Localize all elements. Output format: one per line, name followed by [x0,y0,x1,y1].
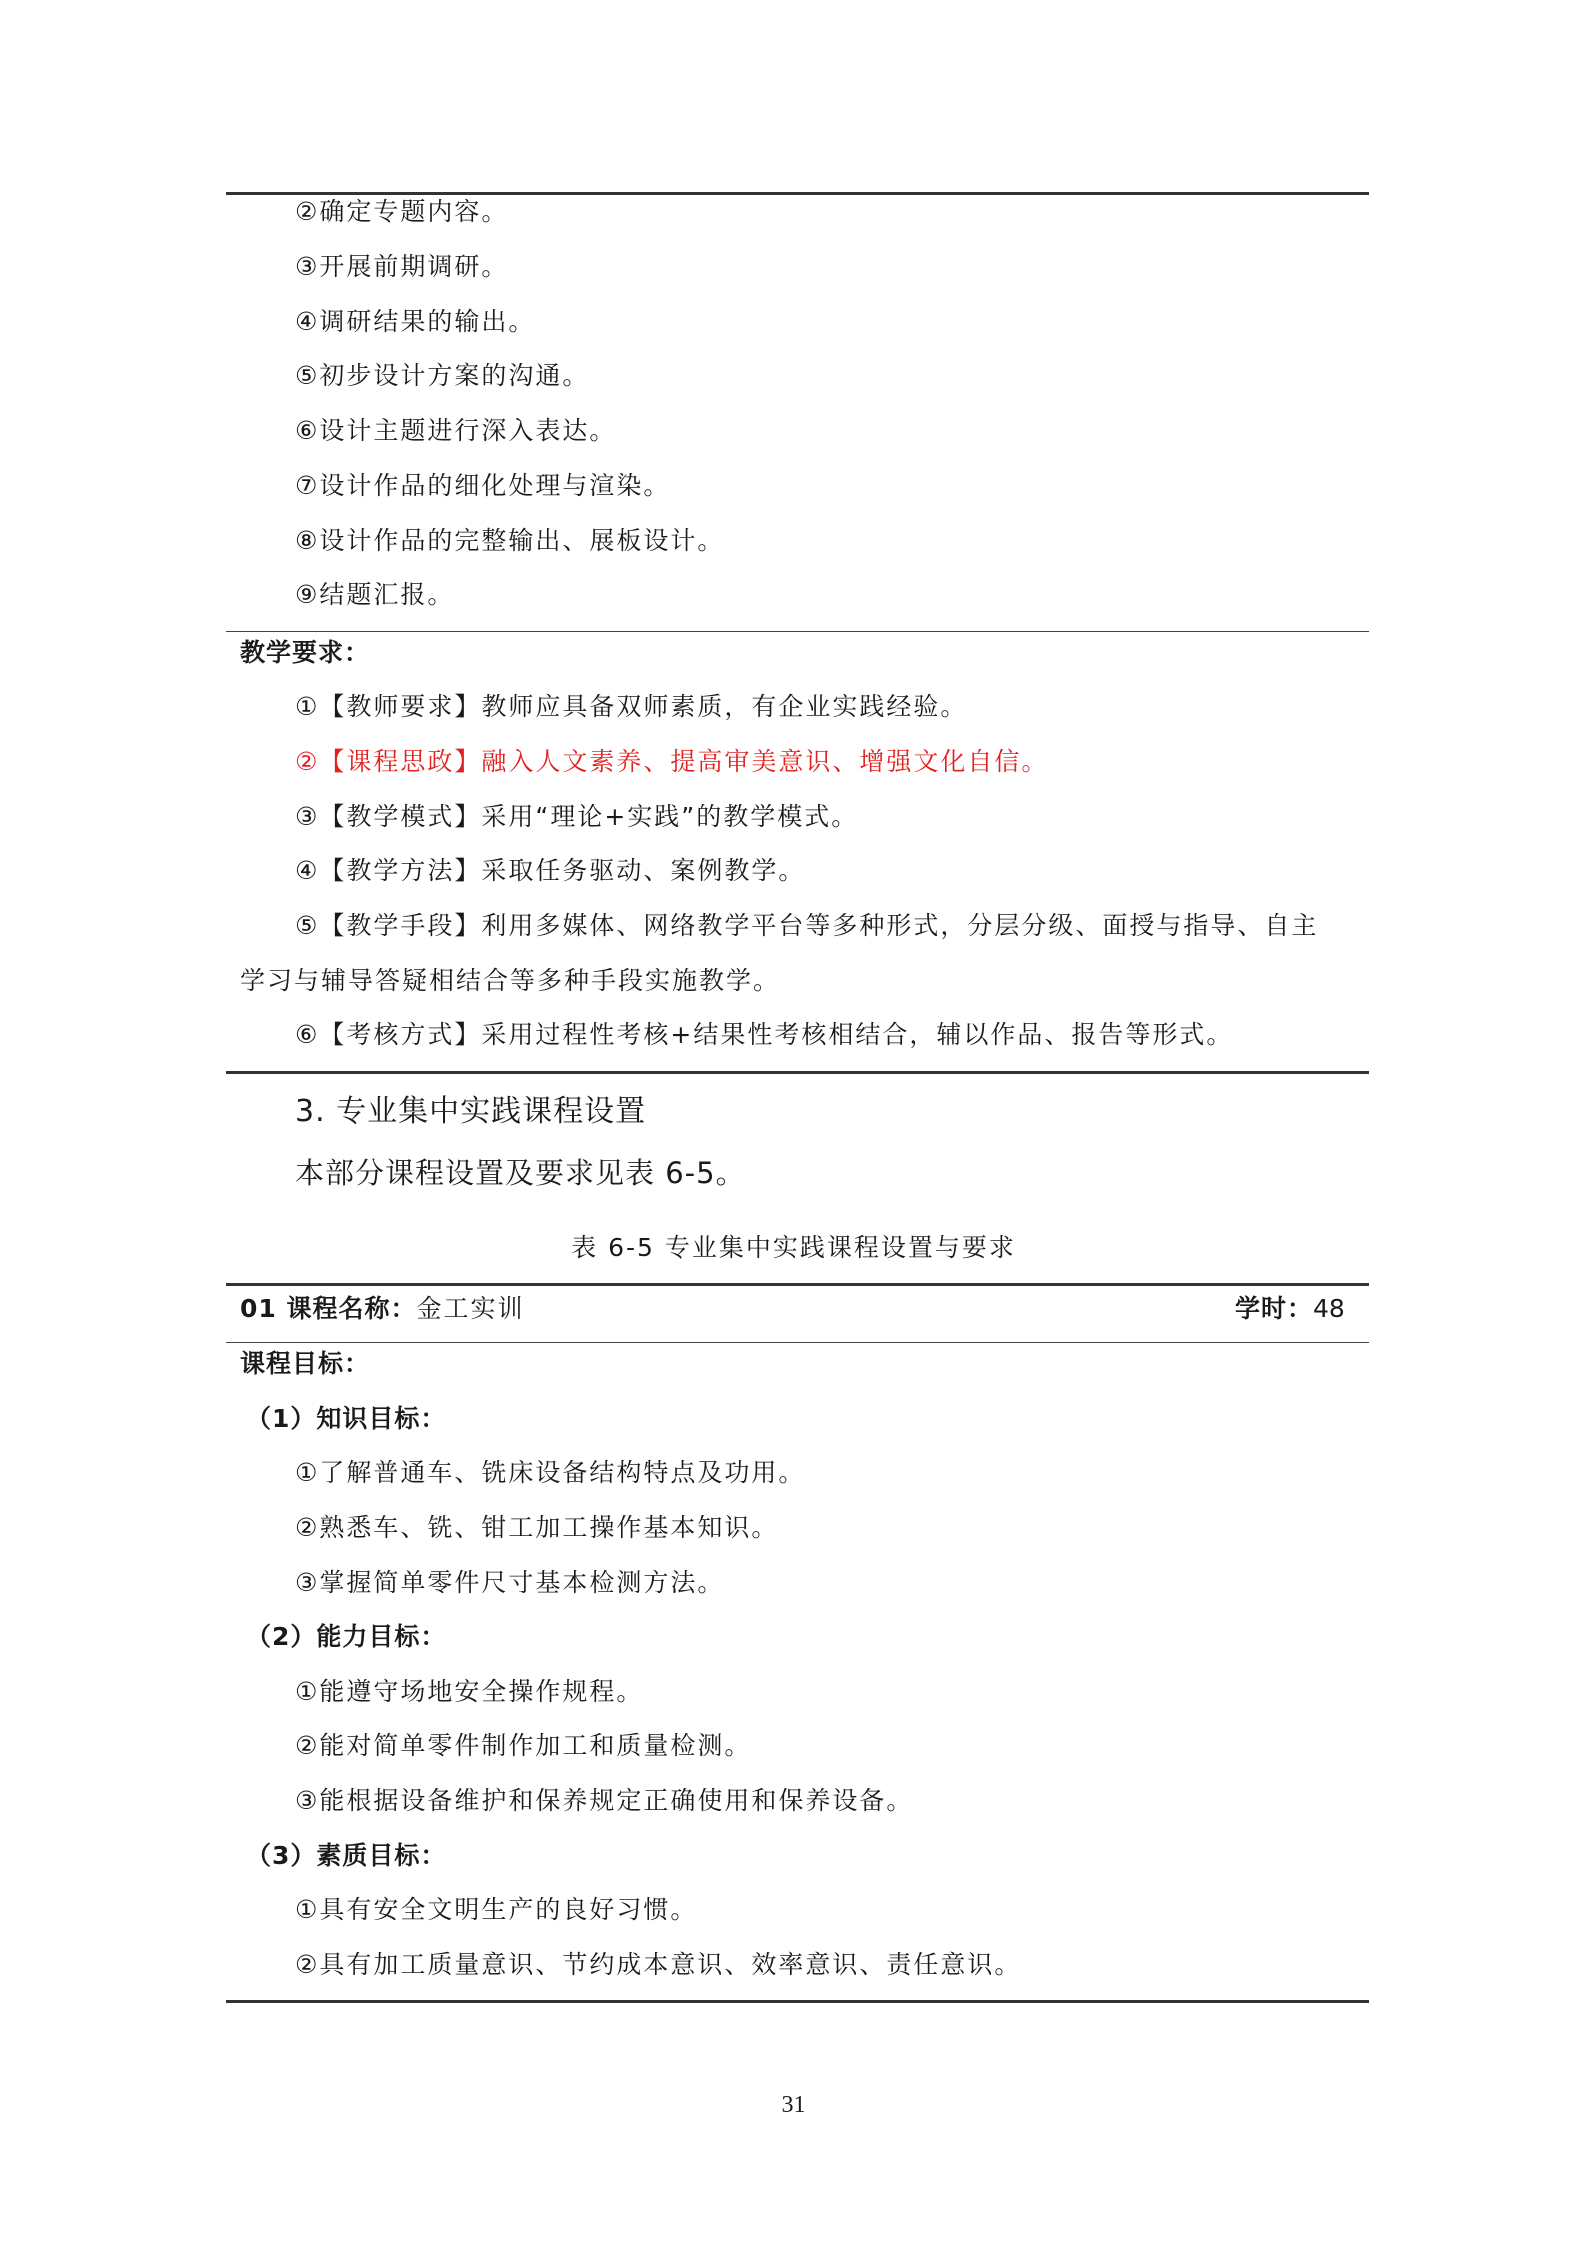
knowledge-goals-label: （1）知识目标： [246,1404,447,1433]
page-number: 31 [781,2092,806,2118]
hours-value: 48 [1313,1294,1345,1323]
requirement-means-line2: 学习与辅导答疑相结合等多种手段实施教学。 [240,966,781,995]
hours-label: 学时： [1235,1294,1314,1323]
step-item: ⑦设计作品的细化处理与渲染。 [295,471,671,500]
teaching-requirements-label: 教学要求： [240,638,371,667]
step-item: ⑥设计主题进行深入表达。 [295,416,617,445]
section-intro: 本部分课程设置及要求见表 6-5。 [295,1156,746,1190]
course-hours [1235,1292,1345,1326]
step-item: ③开展前期调研。 [295,252,509,281]
requirement-means-line1: ⑤【教学手段】利用多媒体、网络教学平台等多种形式，分层分级、面授与指导、自主 [295,911,1319,940]
knowledge-goal-item: ③掌握简单零件尺寸基本检测方法。 [295,1568,725,1597]
knowledge-goal-item: ②熟悉车、铣、钳工加工操作基本知识。 [295,1513,779,1542]
step-item: ②确定专题内容。 [295,197,509,226]
row-divider [226,631,1369,632]
section-heading: 3. 专业集中实践课程设置 [295,1094,647,1129]
step-item: ⑤初步设计方案的沟通。 [295,361,590,390]
ability-goals-label: （2）能力目标： [246,1622,447,1651]
requirement-teacher: ①【教师要求】教师应具备双师素质，有企业实践经验。 [295,692,968,721]
requirement-ideology: ②【课程思政】融入人文素养、提高审美意识、增强文化自信。 [295,747,1049,776]
quality-goal-item: ②具有加工质量意识、节约成本意识、效率意识、责任意识。 [295,1950,1022,1979]
course-name-value: 金工实训 [416,1294,525,1323]
table-caption: 表 6-5 专业集中实践课程设置与要求 [571,1233,1016,1262]
row-divider [226,1342,1369,1343]
step-item: ④调研结果的输出。 [295,307,536,336]
ability-goal-item: ③能根据设备维护和保养规定正确使用和保养设备。 [295,1786,914,1815]
table-bottom-rule [226,1071,1369,1074]
course-name-row [240,1292,525,1326]
requirement-assessment: ⑥【考核方式】采用过程性考核+结果性考核相结合，辅以作品、报告等形式。 [295,1020,1234,1049]
knowledge-goal-item: ①了解普通车、铣床设备结构特点及功用。 [295,1458,806,1487]
ability-goal-item: ①能遵守场地安全操作规程。 [295,1677,644,1706]
requirement-mode: ③【教学模式】采用“理论+实践”的教学模式。 [295,802,859,831]
quality-goal-item: ①具有安全文明生产的良好习惯。 [295,1895,698,1924]
ability-goal-item: ②能对简单零件制作加工和质量检测。 [295,1731,752,1760]
step-item: ⑧设计作品的完整输出、展板设计。 [295,526,725,555]
course-name-label: 01 课程名称： [240,1294,417,1323]
table-bottom-rule [226,2000,1369,2003]
quality-goals-label: （3）素质目标： [246,1841,447,1870]
table-top-rule [226,1283,1369,1286]
step-item: ⑨结题汇报。 [295,580,455,609]
course-goals-label: 课程目标： [240,1349,371,1378]
requirement-method: ④【教学方法】采取任务驱动、案例教学。 [295,856,806,885]
